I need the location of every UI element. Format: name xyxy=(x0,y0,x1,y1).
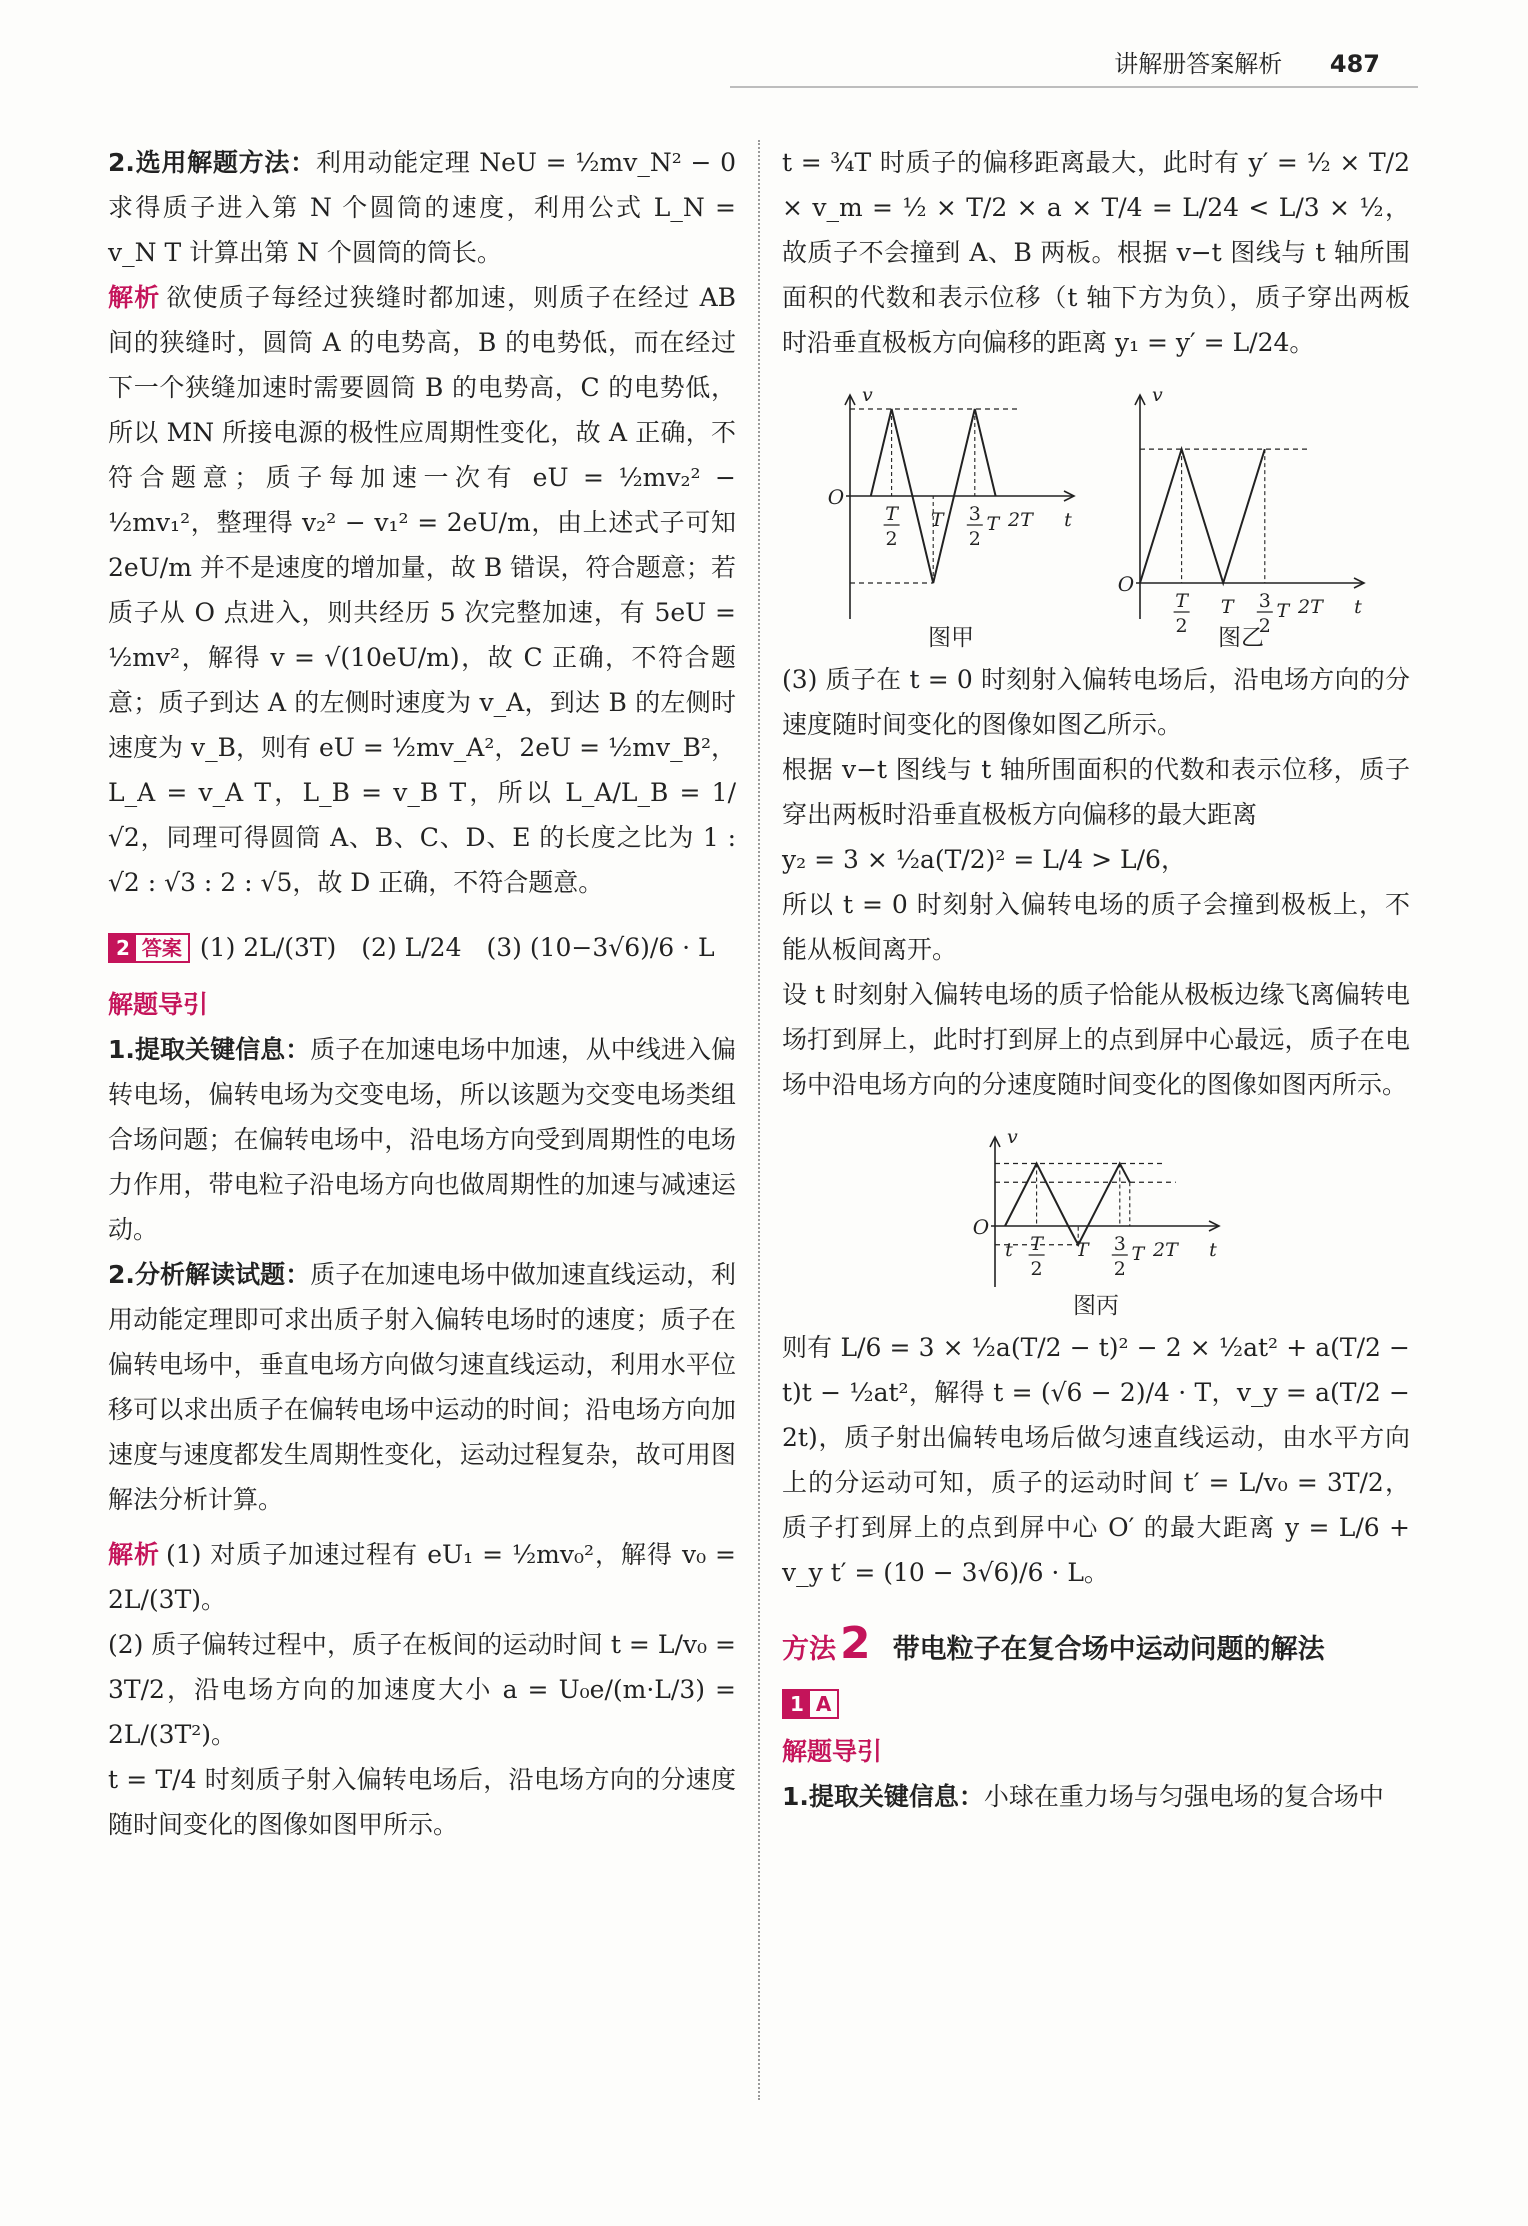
right-paragraph-2: (3) 质子在 t = 0 时刻射入偏转电场后，沿电场方向的分速度随时间变化的图像如图乙所示。 xyxy=(782,665,1410,739)
header-rule xyxy=(730,86,1418,88)
guide-2-item-1 xyxy=(782,1774,1410,1819)
solution-part-1 xyxy=(108,1532,736,1622)
guide-2-title: 解题导引 xyxy=(782,1737,883,1766)
figure-yi xyxy=(1106,373,1376,653)
answer-row xyxy=(108,925,736,970)
jia-tick-3: 2T xyxy=(1008,509,1033,531)
bing-tick-3-suffix: T xyxy=(1131,1243,1145,1265)
guide-item-2 xyxy=(108,1252,736,1522)
bing-tick-0: t xyxy=(1005,1239,1013,1261)
analysis-text: 欲使质子每经过狭缝时都加速，则质子在经过 AB 间的狭缝时，圆筒 A 的电势高，B 的电势低，而在经过下一个狭缝加速时需要圆筒 B 的电势高，C 的电势低，所以 MN 所接电源的极性应周期性变化，故 A 正确，不符合题意；质子每加速一次有 eU = ½mv₂² − ½mv₁²，整理得 v₂² − v₁² = 2eU/m，由上述式子可知 2eU/m 并不是速度的增加量，故 B 错误，符合题意；若质子从 O 点进入，则共经历 5 次完整加速，有 5eU = ½mv²，解得 v = √(10eU/m)，故 C 正确，不符合题意；质子到达 A 的左侧时速度为 v_A，到达 B 的左侧时速度为 v_B，则有 eU = ½mv_A²，2eU = ½mv_B²，L_A = v_A T，L_B = v_B T，所以 L_A/L_B = 1/√2，同理可得圆筒 A、B、C、D、E 的长度之比为 1 : √2 : √3 : 2 : √5，故 D 正确，不符合题意。 xyxy=(108,283,736,897)
bing-tick-4: 2T xyxy=(1153,1239,1178,1261)
answer-badge-2-label: A xyxy=(815,1692,832,1716)
method-paragraph xyxy=(108,140,736,275)
guide-item-2-text: 质子在加速电场中做加速直线运动，利用动能定理即可求出质子射入偏转电场时的速度；质子在偏转电场中，垂直电场方向做匀速直线运动，利用水平位移可以求出质子在偏转电场中运动的时间；沿电场方向加速度与速度都发生周期性变化，运动过程复杂，故可用图解法分析计算。 xyxy=(108,1260,736,1514)
yi-tick-2-num: 3 xyxy=(1258,590,1271,612)
figure-jia xyxy=(816,373,1086,653)
yi-tick-3: 2T xyxy=(1298,596,1323,618)
guide-item-1-text: 质子在加速电场中加速，从中线进入偏转电场，偏转电场为交变电场，所以该题为交变电场类组合场问题；在偏转电场中，沿电场方向受到周期性的电场力作用，带电粒子沿电场方向也做周期性的加速与减速运动。 xyxy=(108,1035,736,1244)
solution-label: 解析 xyxy=(108,1540,160,1569)
yi-tick-0-den: 2 xyxy=(1175,615,1188,637)
method-prefix: 方法 xyxy=(782,1634,836,1665)
figure-bing-graph xyxy=(961,1115,1231,1291)
guide-item-2-key: 2.分析解读试题： xyxy=(108,1260,311,1289)
figure-bing xyxy=(961,1115,1231,1321)
left-column xyxy=(108,140,736,1847)
bing-tick-2: T xyxy=(1075,1239,1089,1261)
solution-part-2: (2) 质子偏转过程中，质子在板间的运动时间 t = L/v₀ = 3T/2，沿电场方向的加速度大小 a = U₀e/(m·L/3) = 2L/(3T²)。 xyxy=(108,1630,736,1749)
yi-v-label: v xyxy=(1152,384,1163,406)
right-paragraph-1: t = ¾T 时质子的偏移距离最大，此时有 y′ = ½ × T/2 × v_m = ½ × T/2 × a × T/4 = L/24 < L/3 × ½，故质子不会撞到 A、B 两板。根据 v−t 图线与 t 轴所围面积的代数和表示位移（t 轴下方为负），质子穿出两板时沿垂直极板方向偏移的距离 y₁ = y′ = L/24。 xyxy=(782,148,1410,357)
figures-row-1 xyxy=(782,373,1410,653)
figure-jia-caption: 图甲 xyxy=(928,625,974,651)
answer-badge-2 xyxy=(782,1689,839,1719)
figure-yi-caption: 图乙 xyxy=(1218,625,1264,651)
guide-2-item-1-text: 小球在重力场与匀强电场的复合场中 xyxy=(983,1782,1384,1811)
solution-part-1-text: (1) 对质子加速过程有 eU₁ = ½mv₀²，解得 v₀ = 2L/(3T)。 xyxy=(108,1540,736,1614)
bing-vt-curve xyxy=(1005,1164,1130,1245)
answer-badge-label: 答案 xyxy=(141,935,182,960)
jia-v-label: v xyxy=(862,384,873,406)
jia-tick-0-den: 2 xyxy=(885,528,898,550)
guide-item-1-key: 1.提取关键信息： xyxy=(108,1035,311,1064)
yi-tick-1: T xyxy=(1220,596,1234,618)
jia-origin-label: O xyxy=(827,485,845,509)
figure-jia-graph xyxy=(816,373,1086,623)
guide-title: 解题导引 xyxy=(108,990,209,1019)
method-key: 2.选用解题方法： xyxy=(108,148,316,177)
figure-yi-graph xyxy=(1106,373,1376,637)
solution-part-3: t = T/4 时刻质子射入偏转电场后，沿电场方向的分速度随时间变化的图像如图甲所示。 xyxy=(108,1765,736,1839)
answer-badge-number: 2 xyxy=(110,935,136,961)
figures-row-2 xyxy=(782,1115,1410,1321)
right-paragraph-3: 根据 v−t 图线与 t 轴所围面积的代数和表示位移，质子穿出两板时沿垂直极板方向偏移的最大距离 xyxy=(782,755,1410,829)
jia-tick-2-suffix: T xyxy=(986,513,1000,535)
method-text: 利用动能定理 NeU = ½mv_N² − 0 求得质子进入第 N 个圆筒的速度，利用公式 L_N = v_N T 计算出第 N 个圆筒的筒长。 xyxy=(108,148,736,267)
method-number: 2 xyxy=(840,1618,871,1669)
yi-tick-2-den: 2 xyxy=(1258,615,1271,637)
right-paragraph-5: 所以 t = 0 时刻射入偏转电场的质子会撞到极板上，不能从板间离开。 xyxy=(782,890,1410,964)
guide-2-item-1-key: 1.提取关键信息： xyxy=(782,1782,984,1811)
bing-tick-1-num: T xyxy=(1030,1233,1043,1255)
bing-tick-1-den: 2 xyxy=(1030,1258,1043,1280)
right-column xyxy=(782,140,1410,1819)
answer-row-2 xyxy=(782,1680,1410,1725)
yi-origin-label: O xyxy=(1117,572,1135,596)
analysis-paragraph xyxy=(108,275,736,905)
yi-tick-2-suffix: T xyxy=(1276,600,1290,622)
equation-y2: y₂ = 3 × ½a(T/2)² = L/4 > L/6， xyxy=(782,845,1186,874)
running-title: 讲解册答案解析 xyxy=(1114,50,1283,78)
jia-tick-0-num: T xyxy=(885,503,898,525)
answer-badge xyxy=(108,933,190,963)
page-number: 487 xyxy=(1329,50,1380,78)
figure-bing-caption: 图丙 xyxy=(1073,1293,1119,1319)
answer-values: (1) 2L/(3T) (2) L/24 (3) (10−3√6)/6 · L xyxy=(199,933,715,962)
bing-v-label: v xyxy=(1007,1126,1018,1148)
bing-t-label: t xyxy=(1209,1239,1217,1261)
bing-tick-3-den: 2 xyxy=(1113,1258,1126,1280)
right-paragraph-7: 则有 L/6 = 3 × ½a(T/2 − t)² − 2 × ½at² + a(T/2 − t)t − ½at²，解得 t = (√6 − 2)/4 · T，v_y = a(T/2 − 2t)，质子射出偏转电场后做匀速直线运动，由水平方向上的分运动可知，质子的运动时间 t′ = L/v₀ = 3T/2，质子打到屏上的点到屏中心 O′ 的最大距离 y = L/6 + v_y t′ = (10 − 3√6)/6 · L。 xyxy=(782,1333,1410,1587)
bing-tick-3-num: 3 xyxy=(1113,1233,1126,1255)
yi-t-label: t xyxy=(1354,596,1362,618)
bing-origin-label: O xyxy=(972,1215,990,1239)
jia-tick-2-den: 2 xyxy=(968,528,981,550)
method-heading xyxy=(782,1618,1410,1672)
method-title: 带电粒子在复合场中运动问题的解法 xyxy=(892,1634,1325,1665)
yi-vt-curve xyxy=(1140,449,1265,583)
guide-item-1 xyxy=(108,1027,736,1252)
analysis-label: 解析 xyxy=(108,283,161,312)
jia-tick-1: T xyxy=(930,509,944,531)
yi-tick-0-num: T xyxy=(1175,590,1188,612)
answer-badge-2-number: 1 xyxy=(784,1691,810,1717)
jia-tick-2-num: 3 xyxy=(968,503,981,525)
right-paragraph-6: 设 t 时刻射入偏转电场的质子恰能从极板边缘飞离偏转电场打到屏上，此时打到屏上的点到屏中心最远，质子在电场中沿电场方向的分速度随时间变化的图像如图丙所示。 xyxy=(782,980,1410,1099)
page-header xyxy=(1114,44,1380,79)
jia-t-label: t xyxy=(1064,509,1072,531)
column-divider xyxy=(758,140,760,2100)
